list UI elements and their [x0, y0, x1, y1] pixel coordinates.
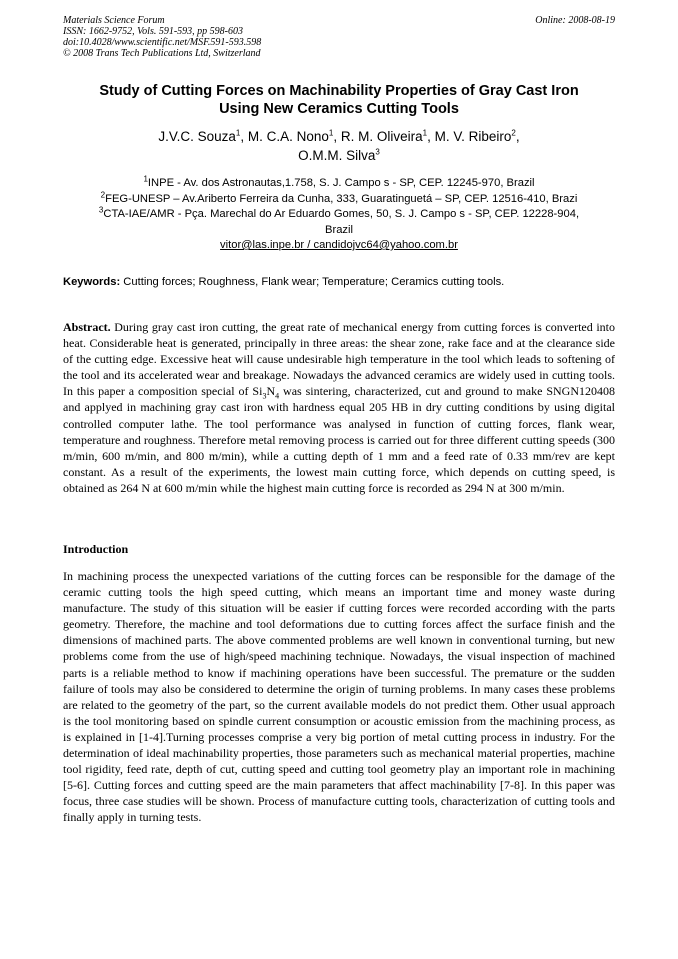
author-list: [63, 127, 615, 165]
affiliation-3-cont: Brazil: [325, 223, 353, 236]
affiliation-2: [60, 189, 618, 208]
paper-title: [63, 82, 615, 118]
formula-subscript: 4: [275, 391, 280, 401]
author-affil-mark: 1: [422, 128, 428, 138]
keywords-text: Cutting forces; Roughness, Flank wear; Temperature; Ceramics cutting tools.: [120, 276, 505, 288]
affil-mark: 1: [143, 174, 148, 184]
keywords-label: Keywords:: [63, 276, 121, 288]
author-name: M. V. Ribeiro: [434, 129, 512, 144]
journal-header: [63, 15, 261, 59]
abstract: [63, 319, 615, 496]
author-affil-mark: 1: [328, 128, 334, 138]
author-affil-mark: 2: [511, 128, 516, 138]
author-affil-mark: 1: [235, 128, 241, 138]
affil-mark: 3: [98, 205, 104, 215]
title-line-2: Using New Ceramics Cutting Tools: [219, 101, 459, 117]
author-separator: ,: [240, 129, 248, 144]
abstract-text-2: was sintering, characterized, cut and ground to make SNGN120408 and applyed in machining gray cast iron with hardness equal 205 HB in dry cutting conditions by using digital controlled computer lathe. The tool performance was analysed in function of cutting forces, flank wear, temperature and roughness. Therefore metal removing process is carried out for three different cutting speeds (300 m/min, 600 m/min, and 800 m/min), while a cutting depth of 1 mm and a feed rate of 0.33 mm/rev are kept constant. As a result of the experiments, the lowest main cutting force, which depends on cutting speed, is obtained as 264 N at 600 m/min while the highest main cutting force is recorded as 294 N at 300 m/min.: [63, 384, 615, 495]
author-separator-end: ,: [515, 129, 520, 144]
author-separator: ,: [427, 129, 435, 144]
formula-subscript: 3: [262, 391, 267, 401]
affil-text: FEG-UNESP – Av.Ariberto Ferreira da Cunha, 333, Guaratinguetá – SP, CEP. 12516-410, Brazi: [105, 192, 578, 205]
title-line-1: Study of Cutting Forces on Machinability Properties of Gray Cast Iron: [99, 83, 579, 99]
introduction-text: In machining process the unexpected variations of the cutting forces can be responsible for the damage of the ceramic cutting tools the high speed cutting, which means an important time and money waste during manufacture. The study of this situation will be easier if cutting forces were recorded according with the parts geometry. Therefore, the machine and tool deformations due to cutting forces affect the surface finish and the dimensions of machined parts. The above commented problems are well known in conventional turning, but new problems come from the use of high/speed machining technique. Nowadays, the visual inspection of machined parts is a reliable method to know if machining operations have been successful. The premature or the sudden failure of tools may also be considered to determine the origin of turning problems. In many cases these problems are related to the geometry of the part, so the current available models do not predict them. Other usual approach is the tool monitoring based on spindle current consumption or acoustic emission from the machining process, as is explained in [1-4].Turning processes comprise a very big portion of metal cutting process in industry. For the determination of ideal machinability properties, those parameters such as mechanical material properties, machine tool rigidity, feed rate, depth of cut, cutting speed and cutting tool geometry play an important role in machining [5-6]. Cutting forces and cutting speed are the main parameters that affect machinability [7-8]. In this paper was focus, three case studies will be shown. Process of manufacture cutting tools, characterization of cutting tools and finally apply in turning tests.: [63, 569, 615, 825]
affiliation-1: [60, 176, 618, 192]
email-links[interactable]: vitor@las.inpe.br / candidojvc64@yahoo.com.br: [220, 239, 458, 251]
doi-line: doi:10.4028/www.scientific.net/MSF.591-593.598: [63, 37, 262, 48]
copyright-line: © 2008 Trans Tech Publications Ltd, Switzerland: [63, 48, 261, 59]
online-date: Online: 2008-08-19: [535, 15, 615, 26]
journal-name: Materials Science Forum: [63, 15, 165, 26]
author-line-2: [63, 146, 615, 165]
keywords: [63, 275, 615, 289]
formula-letter: N: [266, 384, 276, 399]
issn-line: ISSN: 1662-9752, Vols. 591-593, pp 598-603: [63, 26, 243, 37]
affil-text: CTA-IAE/AMR - Pça. Marechal do Ar Eduardo Gomes, 50, S. J. Campo s - SP, CEP. 12228-904,: [103, 208, 580, 220]
author-name: J.V.C. Souza: [158, 129, 236, 144]
introduction-heading: Introduction: [63, 542, 129, 556]
abstract-text-1: During gray cast iron cutting, the great rate of mechanical energy from cutting forces is converted into heat. Considerable heat is generated, principally in three areas: the shear zone, rake face and at the clearance side of the cutting edge. Excessive heat will cause undesirable high temperature in the tool which leads to softening of the tool and its accelerated wear and breakage. Nowadays the advanced ceramics are widely used in cutting tools. In this paper a composition special of Si: [63, 320, 615, 399]
affil-text: INPE - Av. dos Astronautas,1.758, S. J. Campo s - SP, CEP. 12245-970, Brazil: [147, 177, 535, 189]
abstract-label: Abstract.: [63, 320, 111, 334]
author-name: R. M. Oliveira: [340, 129, 423, 144]
author-separator: ,: [333, 129, 341, 144]
affiliations: [60, 176, 618, 254]
author-name: M. C.A. Nono: [247, 129, 329, 144]
affiliation-3: [60, 207, 618, 223]
author-line-1: [63, 127, 615, 146]
affil-mark: 2: [100, 189, 106, 199]
author-affil-mark: 3: [375, 147, 380, 157]
author-name: O.M.M. Silva: [298, 148, 376, 163]
